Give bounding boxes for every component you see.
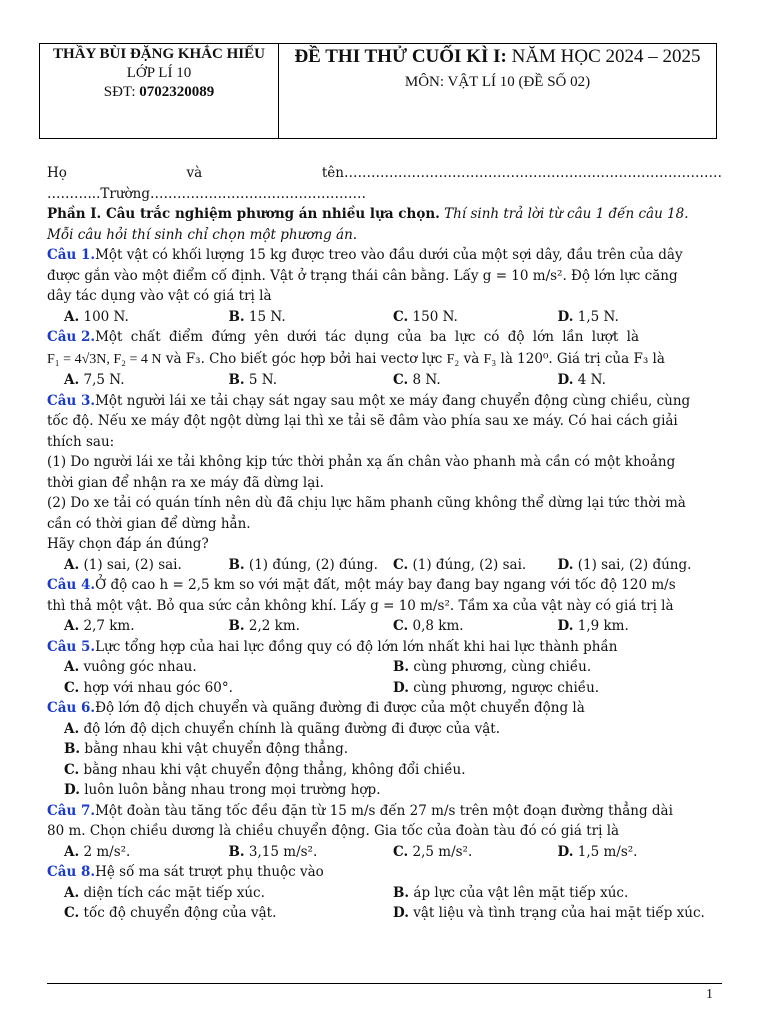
question-text: dây tác dụng vào vật có giá trị là	[47, 288, 272, 304]
name-word-2: và	[186, 165, 203, 181]
question-label: Câu 8.	[47, 864, 96, 880]
phone-number: 0702320089	[139, 84, 215, 100]
option-c: C. 150 N.	[393, 308, 458, 325]
option-a: A. diện tích các mặt tiếp xúc.	[64, 884, 265, 901]
question-label: Câu 2.	[47, 329, 96, 345]
question-label: Câu 5.	[47, 638, 96, 655]
option-d: D. vật liệu và tình trạng của hai mặt tiếp xúc.	[393, 905, 705, 921]
question-text: và F₃. Cho biết góc hợp bởi hai vectơ lực	[165, 350, 443, 367]
question-label: Câu 6.	[47, 700, 96, 716]
vector-f3: F₃	[483, 351, 497, 367]
question-4	[47, 575, 722, 637]
question-2	[47, 327, 722, 391]
option-a: A. 100 N.	[64, 308, 129, 325]
option-a: A. 2,7 km.	[64, 618, 135, 634]
question-text: Một chất điểm đứng yên dưới tác dụng của ba lực có độ lớn lần lượt là	[95, 329, 640, 345]
option-d: D. (1) sai, (2) đúng.	[557, 556, 692, 573]
option-a: A. 7,5 N.	[64, 372, 125, 388]
question-text: được gắn vào một điểm cố định. Vật ở trạng thái cân bằng. Lấy g = 10 m/s². Độ lớn lực căng	[47, 267, 678, 284]
student-name-line	[47, 163, 722, 184]
question-text: tốc độ. Nếu xe máy đột ngột dừng lại thì xe tải sẽ đâm vào phía sau xe máy. Có hai cách giải	[47, 413, 678, 429]
option-d: D. 1,5 m/s².	[557, 843, 638, 860]
question-8	[47, 862, 722, 924]
option-b: B. 2,2 km.	[228, 618, 300, 634]
question-7	[47, 801, 722, 863]
option-b: B. 3,15 m/s².	[228, 843, 318, 860]
option-c: C. tốc độ chuyển động của vật.	[64, 905, 277, 921]
question-text: Một đoàn tàu tăng tốc đều đặn từ 15 m/s đến 27 m/s trên một đoạn đường thẳng dài	[95, 802, 673, 819]
question-6	[47, 698, 722, 801]
part1-instruction: Thí sinh trả lời từ câu 1 đến câu 18.	[444, 206, 689, 222]
part1-title: Phần I. Câu trắc nghiệm phương án nhiều lựa chọn.	[47, 206, 440, 222]
question-text: (1) Do người lái xe tải không kịp tức thời phản xạ ấn chân vào phanh mà cần có một khoảng	[47, 454, 676, 470]
option-c: C. bằng nhau khi vật chuyển động thẳng, không đổi chiều.	[64, 761, 466, 778]
question-label: Câu 7.	[47, 802, 96, 819]
option-c: C. 2,5 m/s².	[393, 843, 473, 860]
question-text: Hãy chọn đáp án đúng?	[47, 536, 209, 552]
option-d: D. luôn luôn bằng nhau trong mọi trường hợp.	[64, 782, 381, 798]
question-5	[47, 637, 722, 699]
question-text: thì thả một vật. Bỏ qua sức cản không khí. Lấy g = 10 m/s². Tầm xa của vật này có giá trị là	[47, 597, 674, 614]
option-c: C. 0,8 km.	[393, 618, 464, 634]
exam-title-bold: ĐỀ THI THỬ CUỐI KÌ I:	[294, 46, 507, 67]
footer-divider	[47, 983, 722, 984]
teacher-name: THẦY BÙI ĐẶNG KHẮC HIẾU	[53, 46, 265, 62]
teacher-info	[40, 44, 279, 138]
exam-title	[279, 44, 716, 69]
option-b: B. 15 N.	[228, 308, 286, 325]
exam-subject: MÔN: VẬT LÍ 10 (ĐỀ SỐ 02)	[404, 74, 591, 90]
question-text: Hệ số ma sát trượt phụ thuộc vào	[95, 864, 324, 880]
phone-row	[40, 83, 278, 102]
question-text: là 120⁰. Giá trị của F₃ là	[500, 350, 665, 367]
option-a: A. vuông góc nhau.	[64, 659, 197, 675]
vector-f2: F₂	[446, 351, 460, 367]
option-b: B. cùng phương, cùng chiều.	[393, 659, 592, 675]
option-b: B. (1) đúng, (2) đúng.	[228, 556, 378, 573]
exam-title-box	[279, 44, 716, 138]
class-label: LỚP LÍ 10	[126, 65, 192, 81]
question-text: Một vật có khối lượng 15 kg được treo vào đầu dưới của một sợi dây, đầu trên của dây	[95, 247, 683, 263]
option-c: C. (1) đúng, (2) sai.	[393, 556, 527, 573]
question-label: Câu 1.	[47, 247, 96, 263]
option-d: D. 1,9 km.	[557, 618, 629, 634]
part1-instruction-2: Mỗi câu hỏi thí sinh chỉ chọn một phương án.	[47, 226, 358, 243]
part1-heading	[47, 204, 722, 225]
force-formula: F₁ = 4√3N, F₂ = 4 N	[47, 351, 162, 367]
option-d: D. cùng phương, ngược chiều.	[393, 679, 600, 696]
question-label: Câu 4.	[47, 577, 96, 593]
question-text: cần có thời gian để dừng hẳn.	[47, 515, 251, 532]
phone-label: SĐT:	[103, 84, 136, 100]
question-text: Độ lớn độ dịch chuyển và quãng đường đi được của một chuyển động là	[95, 700, 585, 716]
question-3	[47, 391, 722, 576]
exam-content	[47, 163, 722, 924]
option-a: A. (1) sai, (2) sai.	[64, 556, 182, 573]
option-b: B. bằng nhau khi vật chuyển động thẳng.	[64, 741, 349, 757]
question-text: và	[463, 350, 480, 367]
page-number: 1	[706, 987, 713, 1002]
question-text: 80 m. Chọn chiều dương là chiều chuyển động. Gia tốc của đoàn tàu đó có giá trị là	[47, 823, 620, 839]
question-1	[47, 245, 722, 327]
question-text: thời gian để nhận ra xe máy đã dừng lại.	[47, 474, 324, 491]
question-text: (2) Do xe tải có quán tính nên dù đã chịu lực hãm phanh cũng không thể dừng lại tức thời mà	[47, 495, 686, 511]
option-a: A. độ lớn độ dịch chuyển chính là quãng đường đi được của vật.	[64, 720, 500, 737]
option-b: B. 5 N.	[228, 372, 278, 388]
name-field: tên…………………………………………………………………………	[321, 165, 722, 181]
exam-header	[39, 43, 717, 139]
question-text: thích sau:	[47, 433, 115, 450]
exam-title-year: NĂM HỌC 2024 – 2025	[511, 46, 701, 67]
option-a: A. 2 m/s².	[64, 843, 131, 860]
name-word-1: Họ	[47, 165, 67, 181]
question-label: Câu 3.	[47, 392, 96, 409]
question-text: Lực tổng hợp của hai lực đồng quy có độ lớn lớn nhất khi hai lực thành phần	[95, 638, 618, 655]
option-c: C. 8 N.	[393, 372, 441, 388]
option-b: B. áp lực của vật lên mặt tiếp xúc.	[393, 884, 629, 901]
question-text: Ở độ cao h = 2,5 km so với mặt đất, một máy bay đang bay ngang với tốc độ 120 m/s	[95, 577, 676, 593]
option-d: D. 4 N.	[557, 372, 606, 388]
option-c: C. hợp với nhau góc 60°.	[64, 679, 233, 696]
school-line: ………...Trường…………………………………………	[47, 185, 366, 202]
option-d: D. 1,5 N.	[557, 308, 619, 325]
question-text: Một người lái xe tải chạy sát ngay sau một xe máy đang chuyển động cùng chiều, cùng	[95, 392, 691, 409]
